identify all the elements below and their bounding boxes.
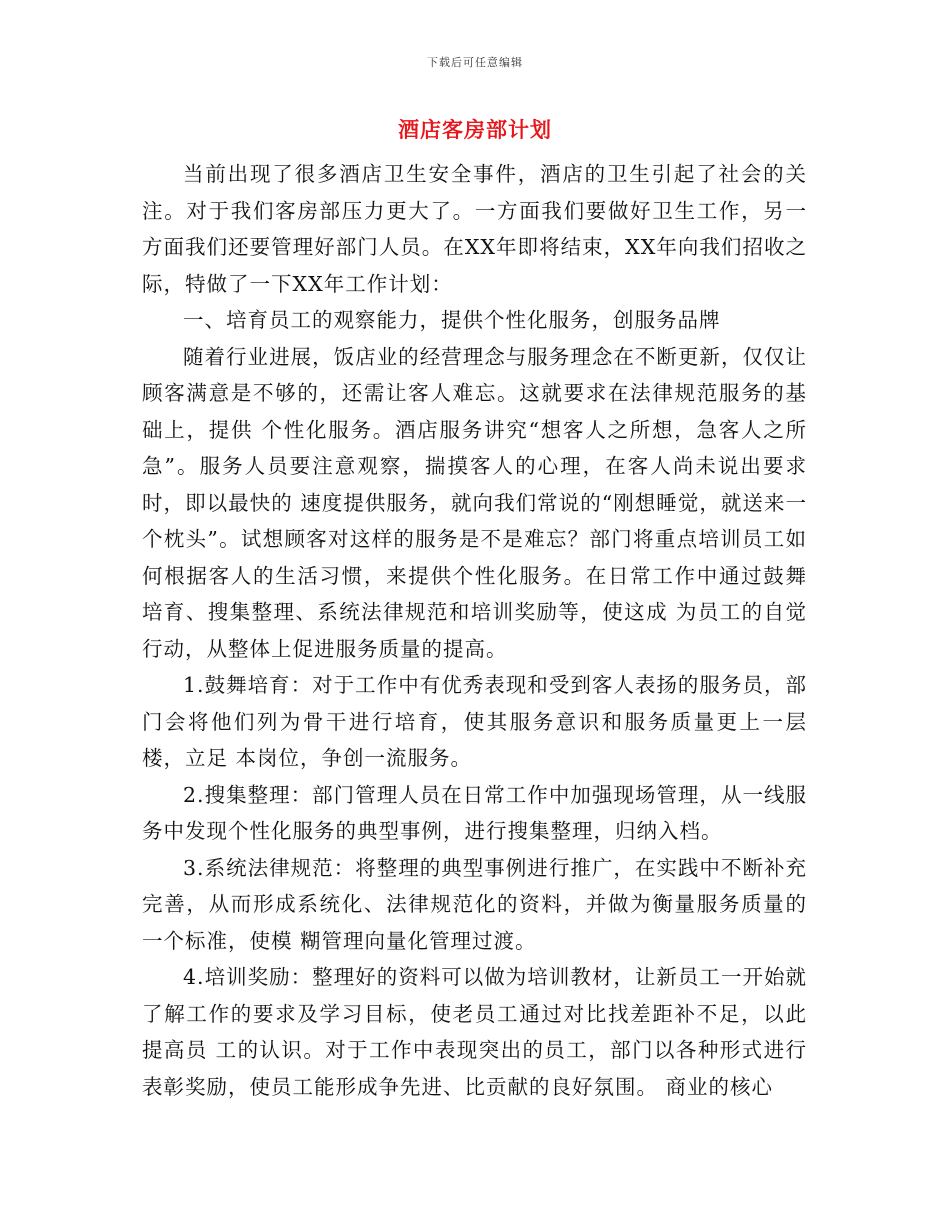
paragraph-section-1: 随着行业进展，饭店业的经营理念与服务理念在不断更新，仅仅让顾客满意是不够的，还需让客人难忘。这就要求在法律规范服务的基础上，提供 个性化服务。酒店服务讲究“想客人之所想，急客人之所急”。服务人员要注意观察，揣摸客人的心理，在客人尚未说出要求时，即以最快的 速度提供服务，就向我们常说的“刚想睡觉，就送来一个枕头”。试想顾客对这样的服务是不是难忘？部门将重点培训员工如何根据客人的生活习惯，来提供个性化服务。在日常工作中通过鼓舞培育、搜集整理、系统法律规范和培训奖励等，使这成 为员工的自觉行动，从整体上促进服务质量的提高。	[142, 344, 807, 661]
document-title: 酒店客房部计划	[398, 117, 552, 142]
list-item-2: 2.搜集整理：部门管理人员在日常工作中加强现场管理，从一线服务中发现个性化服务的典型事例，进行搜集整理，归纳入档。	[142, 782, 807, 843]
paragraph-intro: 当前出现了很多酒店卫生安全事件，酒店的卫生引起了社会的关注。对于我们客房部压力更大了。一方面我们要做好卫生工作，另一方面我们还要管理好部门人员。在XX年即将结束，XX年向我们招收之际，特做了一下XX年工作计划：	[142, 162, 807, 296]
section-heading-1: 一、培育员工的观察能力，提供个性化服务，创服务品牌	[183, 308, 721, 332]
list-item-1: 1.鼓舞培育：对于工作中有优秀表现和受到客人表扬的服务员，部门会将他们列为骨干进行培育，使其服务意识和服务质量更上一层楼，立足 本岗位，争创一流服务。	[142, 673, 807, 770]
list-item-3: 3.系统法律规范：将整理的典型事例进行推广，在实践中不断补充完善，从而形成系统化、法律规范化的资料，并做为衡量服务质量的一个标准，使模 糊管理向量化管理过渡。	[142, 855, 807, 953]
document-body	[142, 156, 807, 1105]
header-note: 下载后可任意编辑	[427, 56, 523, 69]
list-item-4: 4.培训奖励：整理好的资料可以做为培训教材，让新员工一开始就了解工作的要求及学习目标，使老员工通过对比找差距补不足，以此提高员 工的认识。对于工作中表现突出的员工，部门以各种形式进行表彰奖励，使员工能形成争先进、比贡献的良好氛围。 商业的核心	[142, 965, 807, 1099]
